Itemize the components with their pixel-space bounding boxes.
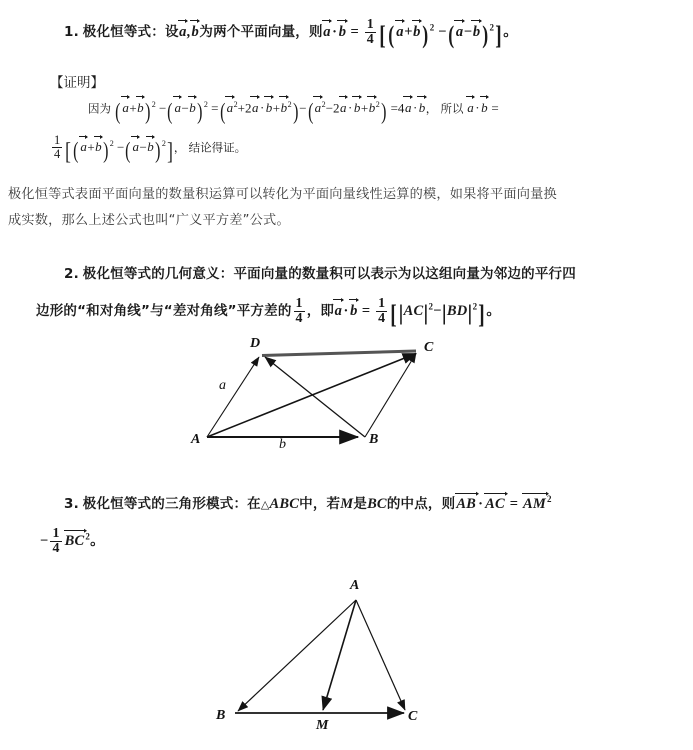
diagonal-A-to-C [207, 354, 416, 438]
proof-conclusion: 结论得证。 [188, 140, 247, 155]
section-3-text-in: 在 [247, 496, 261, 512]
note-line-2-prefix: 成实数，那么上述公式也叫 [8, 213, 169, 228]
section-2-quote-diff: “差对角线” [163, 303, 237, 320]
proof-fraction-one-quarter: $\frac{1}{4}$ [54, 133, 61, 161]
midpoint-letter-M: M [340, 496, 354, 512]
proof-line2-comma: ， [173, 140, 186, 155]
section-2-number: 2. [64, 266, 79, 282]
section-3-fraction-one-quarter: $\frac{1}{4}$ [52, 526, 60, 557]
segment-AC: AC [403, 303, 424, 320]
vector-a-symbol: a [179, 24, 187, 41]
vector-a-2: a [455, 24, 464, 41]
edge-A-to-B-triangle [238, 600, 356, 711]
parallelogram-vertex-label-C: C [424, 340, 434, 355]
section-3-period: 。 [90, 533, 105, 550]
section-2-line1-text: 平面向量的数量积可以表示为以这组向量为邻边的平行四 [233, 266, 576, 282]
triangle-vertex-label-C: C [408, 709, 418, 724]
vector-b-symbol: b [191, 24, 199, 41]
segment-BC-ref: BC [367, 496, 387, 512]
triangle-symbol: △ [260, 499, 270, 511]
section-1-mid-text: 为两个平面向量，则 [199, 24, 323, 41]
section-3-number: 3. [64, 496, 79, 512]
edge-D-to-C [262, 351, 416, 356]
vector-AM: AM [522, 496, 546, 512]
fraction-one-quarter: $\frac{1}{4}$ [366, 17, 374, 48]
section-2-period: 。 [486, 303, 502, 320]
vector-AC: AC [485, 496, 505, 512]
note-line-2-quoted: “广义平方差” [168, 213, 250, 228]
note-paragraph [8, 182, 688, 234]
section-1-heading-line: 1. 极化恒等式：设a,b为两个平面向量，则a · b = $\frac{1}{4}$ [ ( a+b)$^2$ −( a−b)$^2$]。 [64, 17, 518, 51]
section-1-period: 。 [503, 24, 518, 41]
comma-separator: , [187, 24, 191, 41]
vector-b-lhs: b [338, 24, 347, 41]
edge-A-to-C-triangle [356, 600, 405, 710]
section-1-number: 1. [64, 24, 79, 41]
vector-a-sec2: a [334, 303, 343, 320]
proof-label-text: 【证明】 [50, 75, 104, 91]
section-1-lead-text: 设 [164, 24, 179, 41]
proof-label [50, 71, 104, 91]
proof-comma: ， [425, 101, 438, 116]
parallelogram-side-label-a: a [219, 378, 226, 393]
vector-b-1: b [413, 24, 421, 41]
vector-AB: AB [456, 496, 477, 512]
section-2-between: 与 [150, 303, 164, 320]
section-3-heading-line-1: 3. 极化恒等式的三角形模式：在△ABC中，若M是BC的中点，则AB · AC = $AM^2$ [64, 494, 552, 512]
parallelogram-vertex-label-A: A [191, 432, 201, 447]
proof-lead-text: 因为 [88, 101, 111, 116]
triangle-vertex-label-M: M [316, 718, 329, 733]
section-2-line2-mid: 平方差的 [236, 303, 292, 320]
section-3-text-shi: 是 [353, 496, 368, 512]
triangle-figure [190, 560, 460, 740]
parallelogram-side-label-b: b [279, 437, 286, 452]
section-2-heading-line-1 [64, 262, 576, 283]
vector-b-sec2: b [350, 303, 358, 320]
vector-a-lhs: a [323, 24, 331, 41]
parallelogram-vertex-label-D: D [250, 336, 261, 351]
edge-A-to-M-triangle [323, 600, 356, 710]
note-line-2-suffix: 公式。 [249, 213, 290, 228]
section-3-title: 极化恒等式的三角形模式： [82, 496, 248, 512]
diagonal-B-to-D [265, 357, 365, 437]
section-2-title: 极化恒等式的几何意义： [82, 266, 234, 282]
section-2-fraction-one-quarter: $\frac{1}{4}$ [295, 296, 303, 327]
parallelogram-vertex-label-B: B [369, 432, 379, 447]
section-2-line2-prefix: 边形的 [36, 303, 78, 320]
section-1-title: 极化恒等式： [82, 24, 165, 41]
proof-line-1: 因为 ( a+b)$^2$ −( a−b)$^2$ =( $a^2+2a \cdot b+b^2)-$( $a^2-2a \cdot b+b^2) =4a \cdot b$， 所以 a · b = [88, 98, 499, 124]
triangle-vertex-label-B: B [216, 708, 226, 723]
triangle-vertex-label-A: A [350, 578, 360, 593]
triangle-name-ABC: ABC [269, 496, 300, 512]
section-2-quote-sum: “和对角线” [77, 303, 151, 320]
section-3-text-midpoint: 的中点，则 [386, 496, 456, 512]
edge-A-to-D [207, 357, 259, 437]
edge-B-to-C [365, 354, 416, 438]
vector-a-1: a [396, 24, 404, 41]
vector-b-2: b [472, 24, 481, 41]
section-3-heading-line-2: − $\frac{1}{4}$ $BC^2$。 [40, 526, 105, 557]
proof-line-2: $\frac{1}{4}$ [( a+b)$^2$ −( a−b)$^2$]， 结论得证。 [54, 133, 247, 165]
parallelogram-figure [180, 330, 480, 460]
proof-therefore-text: 所以 [440, 101, 464, 116]
section-3-text-zhong: 中，若 [299, 496, 341, 512]
vector-BC: BC [64, 533, 85, 550]
section-2-line2-after-frac: ，即 [306, 303, 335, 320]
section-2-fraction-one-quarter-2: $\frac{1}{4}$ [378, 296, 386, 327]
note-line-1: 极化恒等式表面平面向量的数量积运算可以转化为平面向量线性运算的模，如果将平面向量换 [8, 187, 557, 202]
segment-BD: BD [446, 303, 468, 320]
section-2-heading-line-2: 边形的“和对角线”与“差对角线”平方差的 $\frac{1}{4}$ ，即a · b = $\frac{1}{4}$ $[|AC|^2-|BD|^2]$。 [36, 296, 502, 330]
